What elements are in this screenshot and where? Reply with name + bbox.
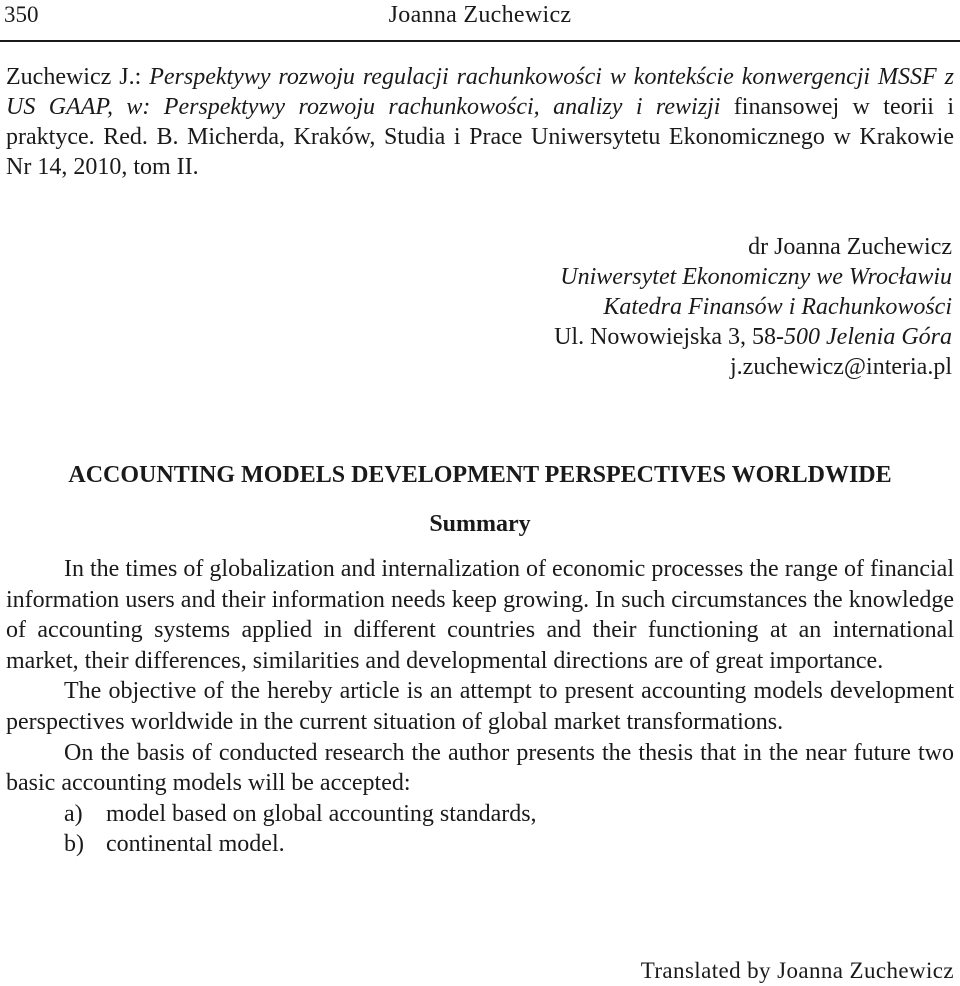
running-header-author: Joanna Zuchewicz (388, 2, 572, 28)
summary-heading: Summary (429, 511, 531, 537)
bib-author: Zuchewicz J.: (6, 64, 150, 90)
translator-credit: Translated by Joanna Zuchewicz (640, 958, 954, 983)
affiliation-street: Ul. Nowowiejska 3, 58- (554, 324, 785, 350)
affiliation-city: 500 Jelenia Góra (784, 324, 952, 350)
summary-body (6, 554, 954, 860)
article-title: ACCOUNTING MODELS DEVELOPMENT PERSPECTIVES WORLDWIDE (68, 462, 892, 488)
list-item-text: continental model. (106, 831, 285, 858)
page-number: 350 (4, 2, 39, 27)
bib-rest: finansowej w teorii i praktyce. Red. B. Micherda, Kraków, Studia i Prace Uniwersytetu Ekonomicznego w Krakowie Nr 14, 2010, tom II. (6, 94, 955, 180)
affiliation-university: Uniwersytet Ekonomiczny we Wrocławiu (560, 264, 952, 290)
summary-paragraph-2: The objective of the hereby article is an attempt to present accounting models development perspectives worldwide in the current situation of global market transformations. (6, 678, 954, 735)
affiliation-department: Katedra Finansów i Rachunkowości (603, 294, 952, 320)
list-item-text: model based on global accounting standards, (106, 800, 537, 827)
summary-paragraph-1: In the times of globalization and internalization of economic processes the range of financial information users and their information needs keep growing. In such circumstances the knowledge of accounting systems applied in different countries and their functioning at an international market, their differences, similarities and developmental directions are of great importance. (6, 556, 954, 674)
affiliation-email: j.zuchewicz@interia.pl (730, 354, 952, 380)
list-marker: a) (64, 800, 83, 827)
affiliation-name: dr Joanna Zuchewicz (748, 234, 952, 260)
bibliography-entry (6, 62, 954, 182)
author-affiliation (432, 232, 952, 382)
affiliation-address (432, 322, 952, 352)
header-rule (0, 40, 960, 42)
bib-title: Perspektywy rozwoju regulacji rachunkowości w kontekście konwergencji MSSF z US GAAP, w: Perspektywy rozwoju rachunkowości, analizy i rewizji (6, 64, 955, 120)
summary-paragraph-3: On the basis of conducted research the author presents the thesis that in the near future two basic accounting models will be accepted: (6, 739, 954, 797)
list-item (6, 799, 954, 830)
models-list (6, 799, 954, 860)
list-marker: b) (64, 831, 84, 858)
list-item (6, 829, 954, 860)
